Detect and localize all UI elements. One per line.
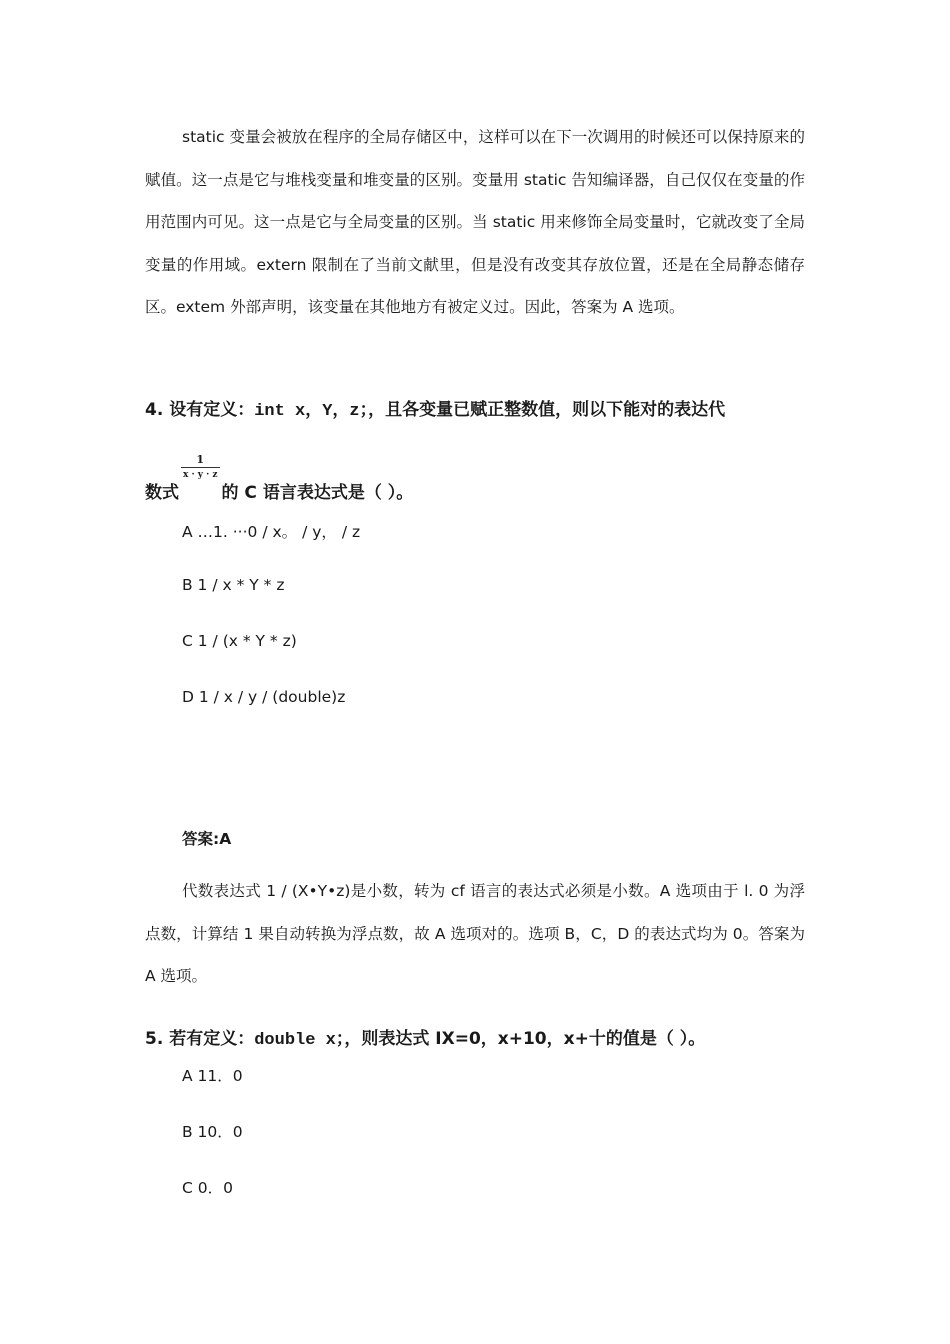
question-4-number: 4. bbox=[145, 400, 164, 420]
fraction-numerator: 1 bbox=[181, 454, 220, 468]
question-5-code: double x；， bbox=[254, 1031, 362, 1050]
question-4-line-2-suffix: 的 C 语言表达式是（ ）。 bbox=[221, 483, 414, 503]
question-5-option-b: B 10．0 bbox=[182, 1123, 243, 1141]
question-5-prefix: 若有定义： bbox=[169, 1029, 255, 1049]
fraction-formula bbox=[181, 454, 220, 481]
intro-paragraph: static 变量会被放在程序的全局存储区中，这样可以在下一次调用的时候还可以保持原来的赋值。这一点是它与堆栈变量和堆变量的区别。变量用 static 告知编译器，自己仅仅在变量的作用范围内可见。这一点是它与全局变量的区别。当 static 用来修饰全局变量时，它就改变了全局变量的作用域。extern 限制在了当前文献里，但是没有改变其存放位置，还是在全局静态储存区。extem 外部声明，该变量在其他地方有被定义过。因此，答案为 A 选项。 bbox=[145, 128, 805, 316]
fraction-denominator: x · y · z bbox=[183, 470, 218, 480]
question-4-suffix: 且各变量已赋正整数值，则以下能对的表达代 bbox=[385, 400, 726, 420]
question-5-suffix: 则表达式 IX=0，x+10，x+十的值是（ ）。 bbox=[361, 1029, 706, 1049]
question-4-option-a: A …1. ···0 / x。 / y， / z bbox=[182, 523, 361, 541]
question-5-option-c: C 0．0 bbox=[182, 1179, 233, 1197]
question-4-line-2-prefix: 数式 bbox=[145, 483, 179, 503]
question-4-explanation: 代数表达式 1 / (X•Y•z)是小数，转为 cf 语言的表达式必须是小数。A 选项由于 l. 0 为浮点数，计算结 1 果自动转换为浮点数，故 A 选项对的。选项 B，C，D 的表达式均为 0。答案为 A 选项。 bbox=[145, 882, 805, 985]
question-4-option-b: B 1 / x * Y * z bbox=[182, 576, 285, 594]
question-4-option-d: D 1 / x / y / (double)z bbox=[182, 688, 346, 706]
question-4-answer: 答案:A bbox=[182, 830, 232, 848]
question-5-line bbox=[145, 1024, 705, 1050]
question-4-prefix: 设有定义： bbox=[169, 400, 255, 420]
question-5-number: 5. bbox=[145, 1029, 164, 1049]
question-4-line-1 bbox=[145, 395, 725, 421]
question-5-option-a: A 11．0 bbox=[182, 1067, 243, 1085]
question-4-option-c: C 1 / (x * Y * z) bbox=[182, 632, 297, 650]
question-4-code: int x，Y，z；， bbox=[254, 402, 386, 421]
